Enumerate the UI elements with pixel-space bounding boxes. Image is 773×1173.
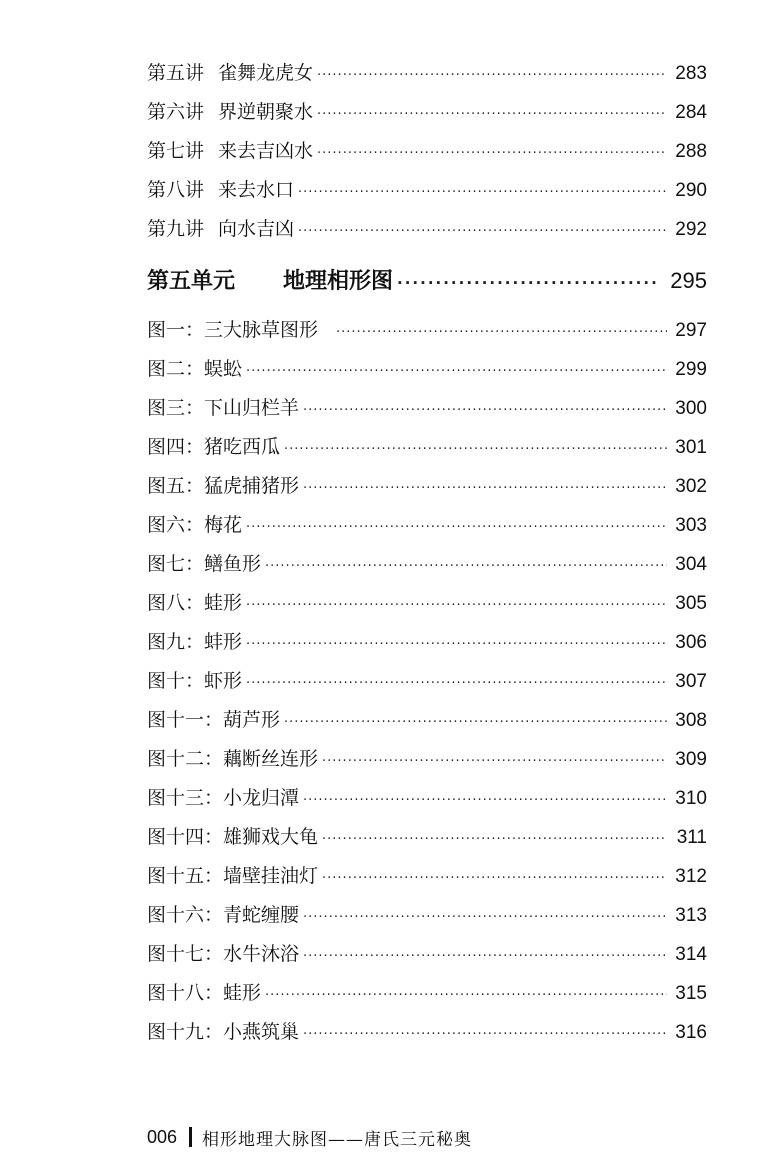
- figure-title: 水牛沐浴: [223, 943, 300, 965]
- toc-entry-figure-10: [147, 662, 707, 701]
- toc-entry-figure-17: [147, 935, 707, 974]
- page-number: 316: [675, 1022, 707, 1043]
- page-number: 310: [675, 788, 707, 809]
- figure-title: 下山归栏羊: [204, 397, 300, 419]
- figure-title: 小龙归潭: [223, 787, 300, 809]
- page-number: 295: [670, 268, 707, 293]
- page-number: 302: [675, 476, 707, 497]
- footer-divider: [189, 1127, 192, 1147]
- toc-entry-figure-7: [147, 545, 707, 584]
- figure-number: 图十八：: [147, 982, 224, 1004]
- figure-number: 图十三：: [147, 787, 224, 809]
- page-footer: [147, 1122, 472, 1152]
- page-number: 292: [675, 219, 707, 240]
- toc-entry-figure-9: [147, 623, 707, 662]
- dot-leader: [303, 1015, 667, 1054]
- figure-number: 图十七：: [147, 943, 224, 965]
- page-number: 283: [675, 63, 707, 84]
- lecture-number: 第八讲: [147, 179, 205, 201]
- page-number: 288: [675, 141, 707, 162]
- page-number: 315: [675, 983, 707, 1004]
- lecture-number: 第五讲: [147, 62, 205, 84]
- dot-leader: [397, 255, 659, 311]
- toc-entry-figure-11: [147, 701, 707, 740]
- page-number: 309: [675, 749, 707, 770]
- toc-entry-lecture-7: [147, 132, 707, 171]
- figure-title: 墙壁挂油灯: [223, 865, 319, 887]
- dot-leader: [322, 742, 667, 781]
- lecture-title: 界逆朝聚水: [218, 101, 314, 123]
- page-number: 313: [675, 905, 707, 926]
- page-number: 308: [675, 710, 707, 731]
- dot-leader: [246, 664, 667, 703]
- figure-number: 图十六：: [147, 904, 224, 926]
- figure-title: 虾形: [204, 670, 243, 692]
- toc-entry-figure-15: [147, 857, 707, 896]
- dot-leader: [322, 820, 667, 859]
- lecture-number: 第七讲: [147, 140, 205, 162]
- dot-leader: [317, 134, 667, 173]
- dot-leader: [246, 508, 667, 547]
- dot-leader: [303, 781, 667, 820]
- figure-number: 图四：: [147, 436, 205, 458]
- dot-leader: [303, 469, 667, 508]
- figure-title: 雄狮戏大龟: [223, 826, 319, 848]
- figure-number: 图十：: [147, 670, 205, 692]
- dot-leader: [322, 859, 667, 898]
- figure-title: 三大脉草图形: [204, 319, 319, 341]
- page-number: 314: [675, 944, 707, 965]
- dot-leader: [303, 937, 667, 976]
- dot-leader: [246, 625, 667, 664]
- toc-unit-heading: [147, 253, 707, 309]
- page-number: 304: [675, 554, 707, 575]
- page-number: 312: [675, 866, 707, 887]
- toc-entry-lecture-9: [147, 210, 707, 249]
- dot-leader: [336, 313, 667, 352]
- unit-title: 地理相形图: [283, 269, 394, 294]
- figure-number: 图十二：: [147, 748, 224, 770]
- toc-entry-lecture-6: [147, 93, 707, 132]
- dot-leader: [284, 430, 667, 469]
- figure-title: 小燕筑巢: [223, 1021, 300, 1043]
- figure-title: 猛虎捕猪形: [204, 475, 300, 497]
- toc-entry-lecture-8: [147, 171, 707, 210]
- toc-entry-figure-5: [147, 467, 707, 506]
- page-number: 297: [675, 320, 707, 341]
- figure-number: 图九：: [147, 631, 205, 653]
- unit-number: 第五单元: [147, 269, 236, 294]
- dot-leader: [284, 703, 667, 742]
- toc-entry-figure-2: [147, 350, 707, 389]
- figure-title: 鳝鱼形: [204, 553, 262, 575]
- toc-entry-figure-1: [147, 311, 707, 350]
- dot-leader: [298, 173, 667, 212]
- toc-entry-figure-18: [147, 974, 707, 1013]
- lecture-number: 第六讲: [147, 101, 205, 123]
- figure-title: 蛙形: [204, 592, 243, 614]
- toc-entry-figure-14: [147, 818, 707, 857]
- dot-leader: [246, 352, 667, 391]
- figure-number: 图一：: [147, 319, 205, 341]
- page-number: 299: [675, 359, 707, 380]
- toc-entry-figure-4: [147, 428, 707, 467]
- toc-entry-figure-3: [147, 389, 707, 428]
- figure-title: 葫芦形: [223, 709, 281, 731]
- figure-number: 图三：: [147, 397, 205, 419]
- figure-number: 图十一：: [147, 709, 224, 731]
- dot-leader: [317, 95, 667, 134]
- footer-page-number: 006: [147, 1126, 178, 1147]
- toc-entry-figure-19: [147, 1013, 707, 1052]
- page-number: 300: [675, 398, 707, 419]
- figure-title: 蚌形: [204, 631, 243, 653]
- figure-number: 图二：: [147, 358, 205, 380]
- page-number: 303: [675, 515, 707, 536]
- figure-title: 蜈蚣: [204, 358, 243, 380]
- dot-leader: [298, 212, 667, 251]
- page-number: 284: [675, 102, 707, 123]
- dot-leader: [265, 976, 667, 1015]
- dot-leader: [303, 898, 667, 937]
- dot-leader: [246, 586, 667, 625]
- figure-title: 梅花: [204, 514, 243, 536]
- toc-entry-figure-8: [147, 584, 707, 623]
- figure-title: 猪吃西瓜: [204, 436, 281, 458]
- figure-number: 图五：: [147, 475, 205, 497]
- table-of-contents: [147, 54, 707, 1052]
- toc-entry-lecture-5: [147, 54, 707, 93]
- figure-number: 图十五：: [147, 865, 224, 887]
- footer-book-title: 相形地理大脉图——唐氏三元秘奥: [202, 1129, 473, 1150]
- lecture-title: 来去水口: [218, 179, 295, 201]
- page-number: 311: [676, 827, 707, 848]
- lecture-title: 向水吉凶: [218, 218, 295, 240]
- figure-title: 藕断丝连形: [223, 748, 319, 770]
- toc-entry-figure-6: [147, 506, 707, 545]
- figure-number: 图六：: [147, 514, 205, 536]
- lecture-title: 雀舞龙虎女: [218, 62, 314, 84]
- dot-leader: [265, 547, 667, 586]
- page-number: 306: [675, 632, 707, 653]
- figure-number: 图十四：: [147, 826, 224, 848]
- page-number: 301: [675, 437, 707, 458]
- toc-entry-figure-13: [147, 779, 707, 818]
- toc-entry-figure-12: [147, 740, 707, 779]
- toc-entry-figure-16: [147, 896, 707, 935]
- figure-number: 图十九：: [147, 1021, 224, 1043]
- figure-number: 图八：: [147, 592, 205, 614]
- figure-title: 蛙形: [223, 982, 262, 1004]
- figure-number: 图七：: [147, 553, 205, 575]
- page-number: 307: [675, 671, 707, 692]
- page-number: 305: [675, 593, 707, 614]
- lecture-number: 第九讲: [147, 218, 205, 240]
- lecture-title: 来去吉凶水: [218, 140, 314, 162]
- dot-leader: [303, 391, 667, 430]
- dot-leader: [317, 56, 667, 95]
- page-number: 290: [675, 180, 707, 201]
- figure-title: 青蛇缠腰: [223, 904, 300, 926]
